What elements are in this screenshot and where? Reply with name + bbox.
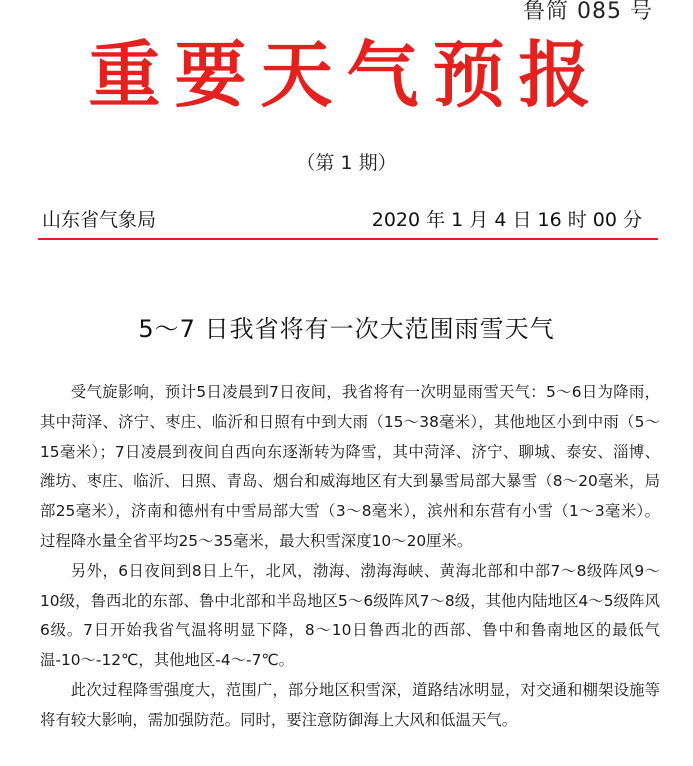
paragraph-2: 另外，6日夜间到8日上午，北风，渤海、渤海海峡、黄海北部和中部7～8级阵风9～10级，鲁西北的东部、鲁中北部和半岛地区5～6级阵风7～8级，其他内陆地区4～5级阵风6级。7日开始我省气温将明显下降，8～10日鲁西北的西部、鲁中和鲁南地区的最低气温-10～-12℃，其他地区-4～-7℃。 (40, 561, 660, 670)
paragraph-1: 受气旋影响，预计5日凌晨到7日夜间，我省将有一次明显雨雪天气：5～6日为降雨，其中菏泽、济宁、枣庄、临沂和日照有中到大雨（15～38毫米），其他地区小到中雨（5～15毫米）；7日凌晨到夜间自西向东逐渐转为降雪，其中菏泽、济宁、聊城、泰安、淄博、潍坊、枣庄、临沂、日照、青岛、烟台和威海地区有大到暴雪局部大暴雪（8～20毫米，局部25毫米），济南和德州有中雪局部大雪（3～8毫米），滨州和东营有小雪（1～3毫米）。过程降水量全省平均25～35毫米，最大积雪深度10～20厘米。 (40, 383, 660, 550)
article-body (40, 378, 660, 736)
masthead-title: 重要天气预报 (88, 33, 605, 117)
issue-number: （第 1 期） (296, 152, 397, 174)
paragraph-3: 此次过程降雪强度大，范围广，部分地区积雪深，道路结冰明显，对交通和棚架设施等将有较大影响，需加强防范。同时，要注意防御海上大风和低温天气。 (40, 680, 660, 729)
red-divider (38, 238, 658, 240)
article-headline: 5～7 日我省将有一次大范围雨雪天气 (138, 315, 555, 343)
issue-datetime: 2020 年 1 月 4 日 16 时 00 分 (371, 209, 642, 231)
issuer-name: 山东省气象局 (42, 209, 157, 231)
doc-number: 鲁简 085 号 (523, 0, 653, 24)
